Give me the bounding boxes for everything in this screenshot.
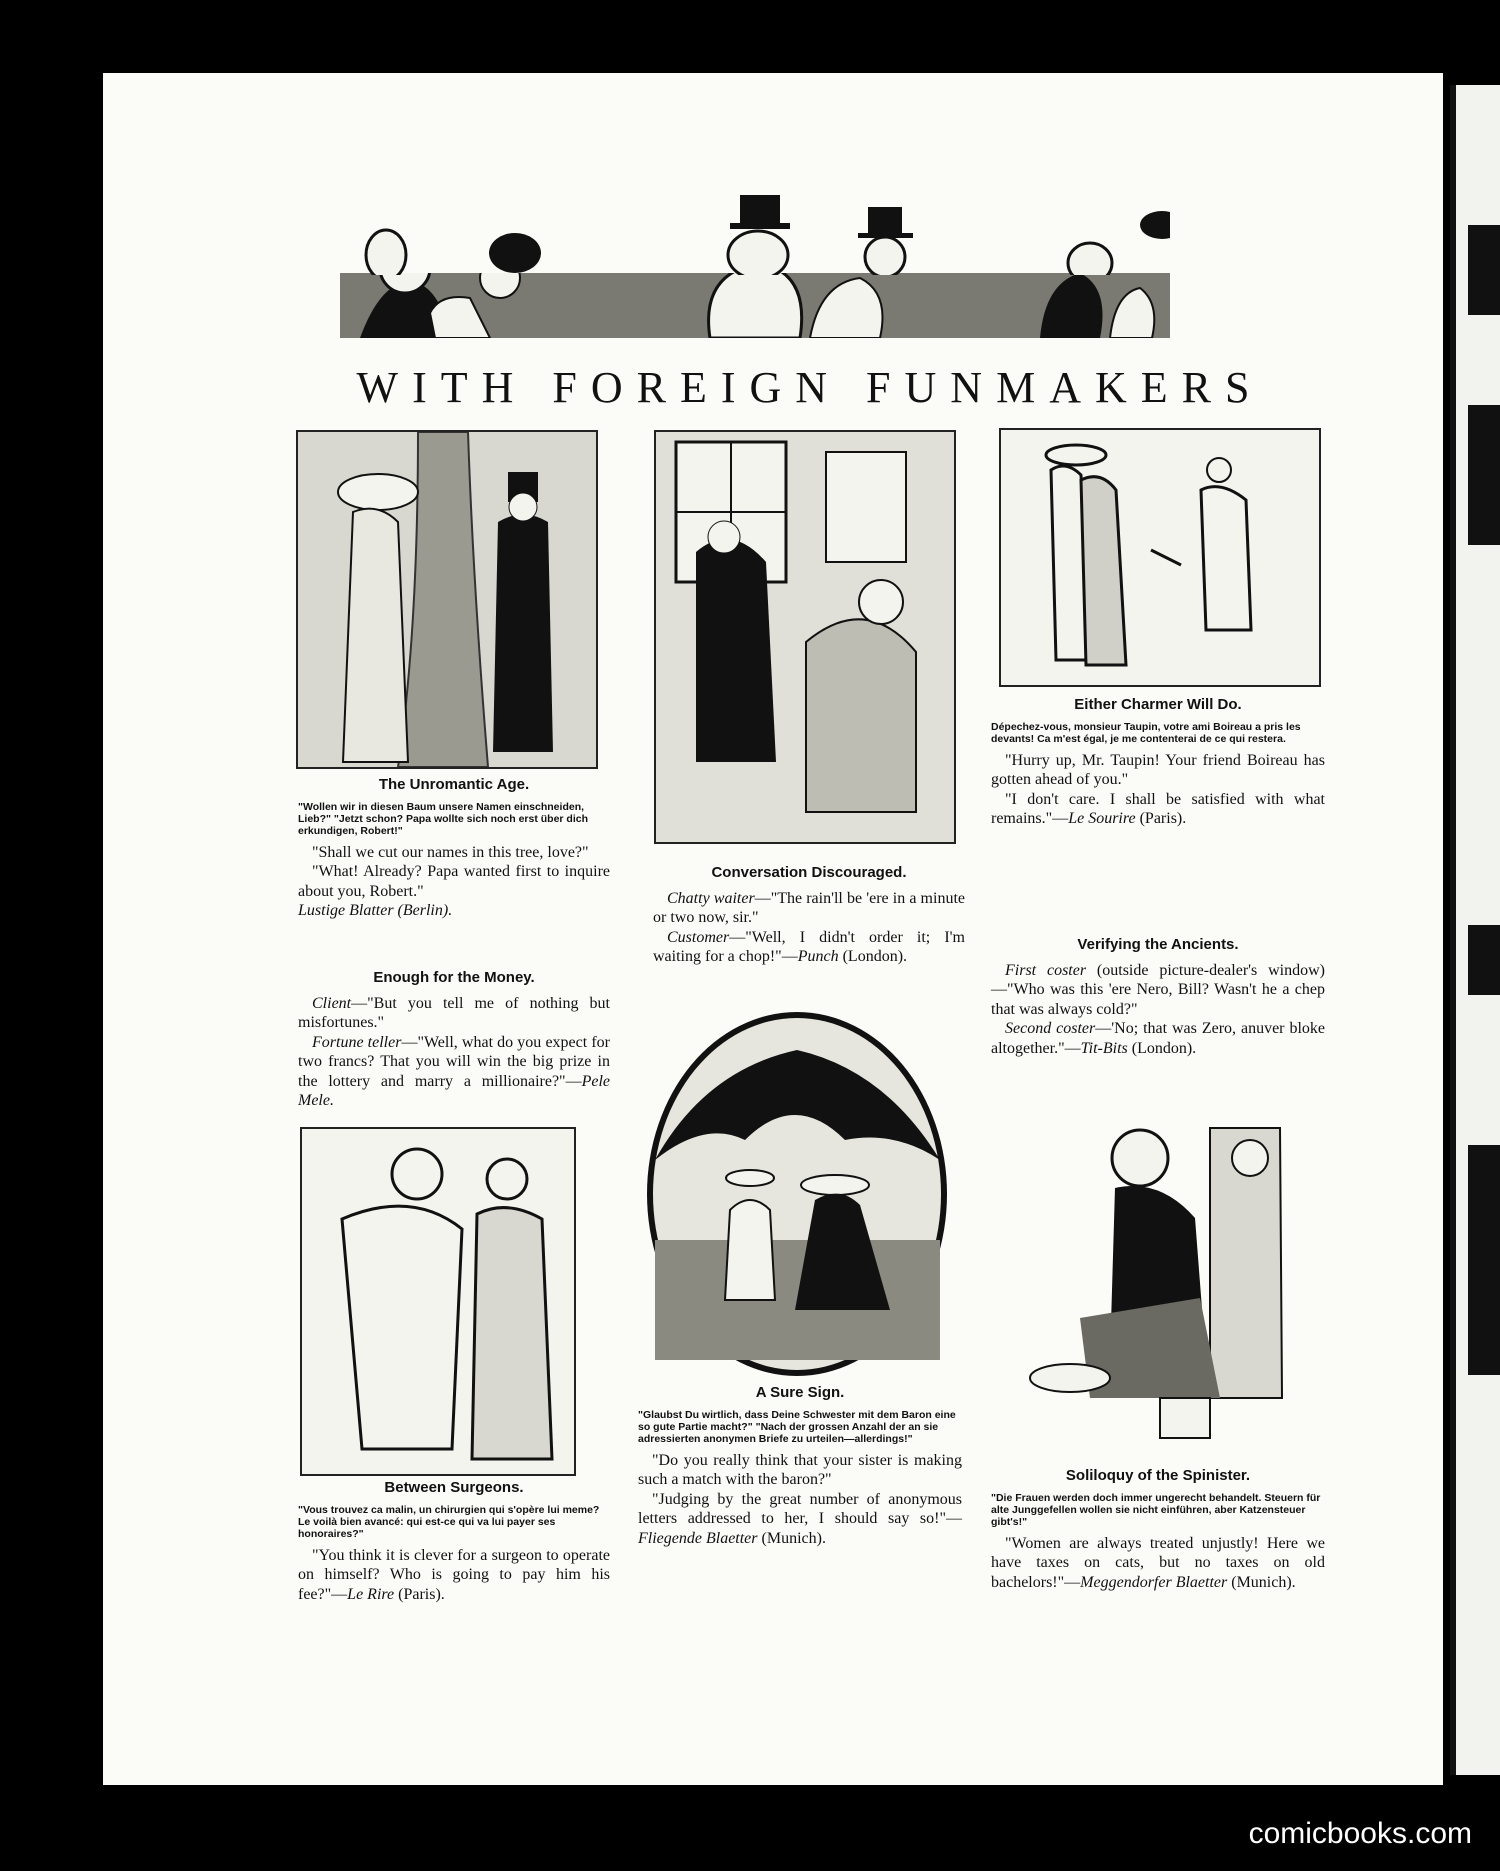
caption-title: Conversation Discouraged. <box>711 864 907 881</box>
original-text: "Vous trouvez ca malin, un chirurgien qui s'opère lui meme? Le voilà bien avancé: qui est-ce qui va lui payer ses honoraires?" <box>298 1503 600 1540</box>
source-credit: Punch <box>797 948 839 965</box>
dialogue-line: —"Well, I didn't order it; I'm waiting for a chop!"— <box>653 928 965 965</box>
dialogue-line: —"Well, what do you expect for two francs? That you will win the big prize in the lottery and marry a millionaire?"— <box>298 1033 610 1090</box>
caption-title: Either Charmer Will Do. <box>1074 696 1242 713</box>
translation-line-2: "I don't care. I shall be satisfied with what remains."— <box>991 790 1325 827</box>
original-text: "Die Frauen werden doch immer ungerecht behandelt. Steuern für alte Junggefellen wollen sie nicht einführen, aber Katzensteuer gibt's!" <box>991 1491 1321 1528</box>
speaker-label: Customer <box>667 928 730 946</box>
cartoon-surgeons <box>300 1127 576 1476</box>
translation-line-2: "What! Already? Papa wanted first to inquire about you, Robert." <box>298 863 610 900</box>
caption-title: The Unromantic Age. <box>378 776 530 793</box>
caption-title: Between Surgeons. <box>384 1479 524 1496</box>
source-credit: Lustige Blatter (Berlin). <box>298 902 453 919</box>
dialogue-line: —"The rain'll be 'ere in a minute or two now, sir." <box>653 889 965 926</box>
original-text: "Glaubst Du wirtlich, dass Deine Schwester mit dem Baron eine so gute Partie macht?" "Nach der grossen Anzahl der an sie adressierten anonymen Briefe zu urteilen—allerdings!" <box>638 1408 956 1445</box>
adjacent-page-edge <box>1450 85 1500 1775</box>
dialogue-line: —"But you tell me of nothing but misfortunes." <box>298 994 610 1031</box>
cartoon-two-women-man <box>999 428 1321 687</box>
translation-line-1: "Hurry up, Mr. Taupin! Your friend Boireau has gotten ahead of you." <box>991 751 1325 788</box>
joke-either-charmer <box>991 695 1325 829</box>
speaker-label: Second coster <box>1005 1020 1096 1037</box>
page-title: WITH FOREIGN FUNMAKERS <box>356 363 1264 412</box>
original-text: Dépechez-vous, monsieur Taupin, votre ami Boireau a pris les devants! Ca m'est égal, je me contenterai de ce qui restera. <box>991 720 1301 745</box>
translation-line-1: "Women are always treated unjustly! Here we have taxes on cats, but no taxes on old bachelors!"— <box>991 1534 1325 1591</box>
speaker-label: Client <box>312 994 352 1012</box>
source-credit: Meggendorfer Blaetter <box>1080 1573 1228 1591</box>
translation-line-1: "Do you really think that your sister is making such a match with the baron?" <box>638 1451 962 1488</box>
banner-illustration <box>340 273 1170 338</box>
caption-title: Soliloquy of the Spinister. <box>1065 1467 1251 1484</box>
cartoon-spinster-cats <box>1020 1118 1295 1460</box>
joke-conversation-discouraged <box>653 863 965 967</box>
source-credit: Fliegende Blaetter <box>638 1529 758 1547</box>
original-text: "Wollen wir in diesen Baum unsere Namen einschneiden, Lieb?" "Jetzt schon? Papa wollte sich noch erst über dich erkundigen, Robert!" <box>298 800 589 837</box>
source-place: (London). <box>842 948 908 965</box>
speaker-label: First coster <box>1005 961 1087 979</box>
joke-between-surgeons <box>298 1478 610 1604</box>
source-credit: Le Sourire <box>1068 810 1136 827</box>
caption-title: Enough for the Money. <box>373 969 535 986</box>
translation-line-2: "Judging by the great number of anonymous letters addressed to her, I should say so!"— <box>638 1490 962 1527</box>
cartoon-window-waiter <box>654 430 956 844</box>
site-watermark: comicbooks.com <box>1248 1817 1472 1850</box>
source-credit: Le Rire <box>347 1585 395 1603</box>
joke-verifying-the-ancients <box>991 935 1325 1058</box>
dialogue-line: —'No; that was Zero, anuver bloke altogether."— <box>991 1020 1325 1057</box>
caption-title: A Sure Sign. <box>755 1384 845 1401</box>
source-place: (Paris). <box>1139 810 1187 827</box>
source-credit: Tit-Bits <box>1080 1039 1128 1057</box>
source-place: (Munich). <box>761 1529 826 1547</box>
dialogue-line: (outside picture-dealer's window)—"Who was this 'ere Nero, Bill? Wasn't he a chep that was always cold?" <box>991 961 1325 1018</box>
speaker-label: Fortune teller <box>312 1033 402 1051</box>
translation-line-1: "Shall we cut our names in this tree, love?" <box>312 843 589 861</box>
joke-soliloquy-spinister <box>991 1466 1325 1592</box>
banner-characters-top <box>340 185 1170 275</box>
speaker-label: Chatty waiter <box>667 889 755 907</box>
joke-a-sure-sign <box>638 1383 962 1548</box>
cartoon-tree-couple <box>296 430 598 769</box>
caption-title: Verifying the Ancients. <box>1077 936 1239 953</box>
source-place: (Munich). <box>1231 1573 1296 1591</box>
translation-line-1: "You think it is clever for a surgeon to operate on himself? Who is going to pay him his fee?"— <box>298 1546 610 1603</box>
joke-enough-for-the-money <box>298 968 610 1111</box>
source-credit: Pele Mele. <box>298 1072 610 1109</box>
source-place: (Paris). <box>398 1585 445 1603</box>
cartoon-oval-garden <box>645 1010 950 1378</box>
joke-unromantic-age <box>298 775 610 921</box>
source-place: (London). <box>1131 1039 1197 1057</box>
